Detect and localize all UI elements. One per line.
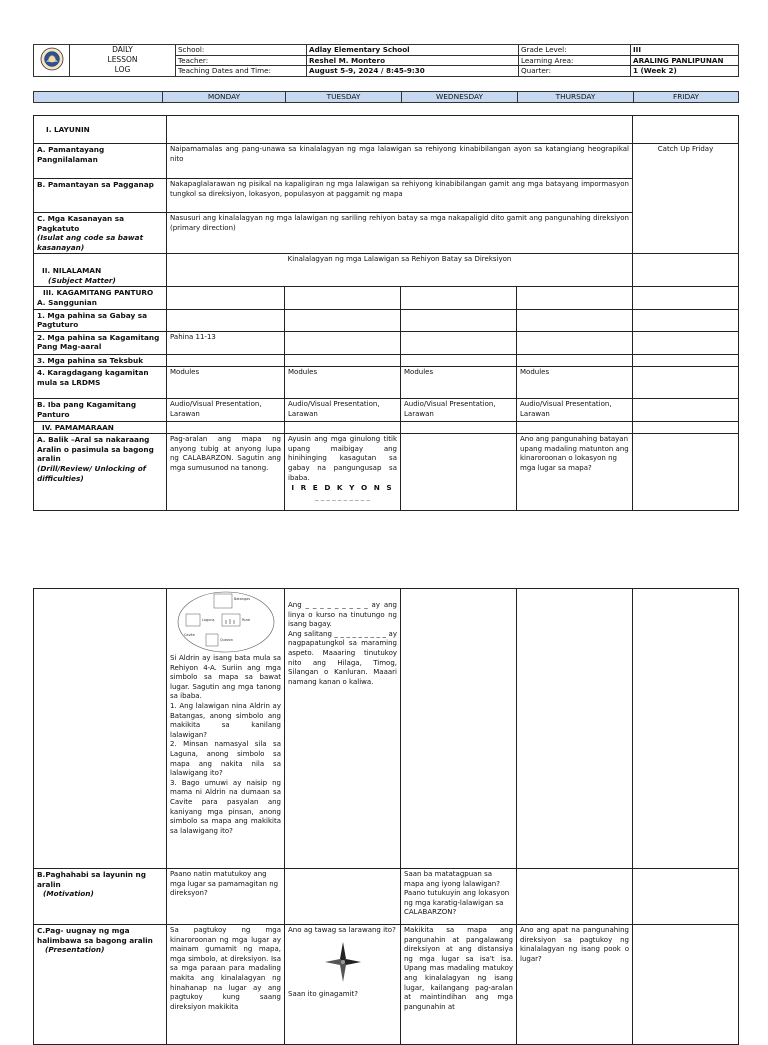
modules-thursday: Modules: [517, 367, 633, 399]
day-tuesday: TUESDAY: [286, 92, 402, 103]
av-line: Audio/Visual Presentation,: [520, 400, 612, 409]
modules-wednesday: Modules: [401, 367, 517, 399]
jumbled-word: I R E D K Y O N S: [291, 483, 394, 493]
cell-blank: [285, 331, 401, 354]
area-value-text: ARALING PANLIPUNAN: [633, 55, 724, 65]
cell-blank: [633, 354, 739, 367]
av-line: Larawan: [170, 409, 200, 418]
pahina-monday: Pahina 11-13: [167, 331, 285, 354]
gabay-pagtuturo-label: 1. Mga pahina sa Gabay sa Pagtuturo: [34, 309, 167, 331]
dll-title-line: DAILY: [112, 45, 133, 55]
header-table: [33, 44, 739, 77]
cell-blank: [285, 354, 401, 367]
iba-pang-kagamitan-label: B. Iba pang Kagamitang Panturo: [34, 399, 167, 421]
cell-blank: [633, 287, 739, 309]
dates-value: [307, 66, 519, 77]
pag-uugnay-thursday: Ano ang apat na pangunahing direksiyon sa pagtukoy ng kinalalagyan ng isang pook o lugar?: [517, 925, 633, 1045]
pamantayang-pangnilalaman-label: A. Pamantayang Pangnilalaman: [34, 144, 167, 179]
cell-blank: [285, 869, 401, 925]
pag-uugnay-tuesday: [285, 925, 401, 1045]
dll-title: [70, 45, 176, 77]
day-wednesday: WEDNESDAY: [402, 92, 518, 103]
teksbuk-label: 3. Mga pahina sa Teksbuk: [34, 354, 167, 367]
cell-blank: [401, 331, 517, 354]
av-line: Larawan: [404, 409, 434, 418]
nilalaman-label: [34, 254, 167, 287]
lrdms-label: 4. Karagdagang kagamitan mula sa LRDMS: [34, 367, 167, 399]
paghahabi-sub-text: (Motivation): [43, 889, 94, 899]
teacher-label: Teacher:: [176, 55, 307, 66]
school-value-text: Adlay Elementary School: [309, 45, 410, 55]
cell-blank: [633, 309, 739, 331]
nilalaman-sub: [42, 276, 163, 286]
nilalaman-text: Kinalalagyan ng mga Lalawigan sa Rehiyon Batay sa Direksiyon: [167, 254, 633, 287]
cell-blank: [401, 287, 517, 309]
av-line: Larawan: [520, 409, 550, 418]
pag-uugnay-wednesday: Makikita sa mapa ang pangunahin at pangalawang direksiyon at ang distansiya ng mga lugar sa isa't isa. Upang mas madaling matukoy ang kinalalagyan ng isang lugar, kailangang pag-aralan at maintindihan ang mga pangunahin at: [401, 925, 517, 1045]
cell-blank: [401, 434, 517, 511]
kagamitang-mag-aaral-label: 2. Mga pahina sa Kagamitang Pang Mag-aaral: [34, 331, 167, 354]
sanggunian-label: A. Sanggunian: [37, 297, 97, 307]
paghahabi-sub: [37, 889, 163, 899]
map-label: Laguna: [201, 618, 214, 622]
av-line: Audio/Visual Presentation,: [170, 400, 262, 409]
kasanayan-label-sub: [37, 233, 163, 252]
cell-blank: [517, 331, 633, 354]
map-label: Quezon: [219, 638, 233, 642]
catch-up-friday: Catch Up Friday: [633, 144, 739, 254]
map-label: Rizal: [241, 618, 250, 622]
area-value: [631, 55, 739, 66]
map-label: Batangas: [233, 597, 250, 601]
balik-aral-sub: [37, 464, 163, 483]
paghahabi-main: B.Paghahabi sa layunin ng aralin: [37, 870, 146, 889]
days-bar: [33, 91, 739, 103]
av-line: Larawan: [288, 409, 318, 418]
quarter-value-text: 1 (Week 2): [633, 66, 677, 76]
map-label: Cavite: [183, 633, 195, 637]
quarter-value: [631, 66, 739, 77]
cell-blank: [517, 869, 633, 925]
balik-aral-main: A. Balik –Aral sa nakaraang Aralin o pasimula sa bagong aralin: [37, 435, 154, 464]
kagamitan-main: III. KAGAMITANG PANTURO: [43, 288, 154, 298]
days-bar-blank: [34, 92, 163, 103]
quarter-label: Quarter:: [519, 66, 631, 77]
layunin-blank: [167, 116, 633, 144]
fill-blank-tuesday: [285, 589, 401, 869]
day-thursday: THURSDAY: [518, 92, 634, 103]
lesson-table-page2: [33, 588, 739, 1045]
cell-blank: [167, 309, 285, 331]
cell-blank: [633, 367, 739, 399]
area-label: Learning Area:: [519, 55, 631, 66]
compass-use-question: Saan ito ginagamit?: [288, 989, 358, 998]
cell-blank: [517, 309, 633, 331]
pag-uugnay-monday: Sa pagtukoy ng mga kinaroroonan ng mga lugar ay mainam gumamit ng mapa, mga simbolo, at direksiyon. Isa sa mga paraan para madaling makita ang kinalalagyan ng hinahanap na lugar ay ang pagtukoy kung saang direksiyon makikita: [167, 925, 285, 1045]
cell-blank: [633, 925, 739, 1045]
lesson-table: [33, 115, 739, 511]
calabarzon-map-icon: [176, 590, 276, 654]
school-value: [307, 45, 519, 56]
map-story: Si Aldrin ay isang bata mula sa Rehiyon 4-A. Suriin ang mga simbolo sa mapa sa bawat lugar. Sagutin ang mga tanong sa ibaba.: [170, 654, 281, 701]
nilalaman-main: II. NILALAMAN: [42, 266, 102, 276]
cell-blank: [517, 354, 633, 367]
fill-blank-1: Ang _ _ _ _ _ _ _ _ _ ay ang linya o kurso na tinutungo ng isang bagay.: [288, 601, 397, 629]
balik-aral-sub-text: (Drill/Review/ Unlocking of difficulties): [37, 463, 146, 483]
map-activity-monday: [167, 589, 285, 869]
nilalaman-sub-text: (Subject Matter): [48, 275, 116, 285]
av-wednesday: [401, 399, 517, 421]
balik-aral-thursday: Ano ang pangunahing batayan upang madaling matunton ang kinaroroonan o lokasyon ng mga lugar sa mapa?: [517, 434, 633, 511]
av-line: Audio/Visual Presentation,: [404, 400, 496, 409]
layunin-heading: I. LAYUNIN: [34, 116, 167, 144]
cell-blank: [401, 354, 517, 367]
cell-blank: [633, 331, 739, 354]
av-line: Audio/Visual Presentation,: [288, 400, 380, 409]
balik-aral-tuesday-text: Ayusin ang mga ginulong titik upang maibigay ang hinihinging kasagutan sa gabay na pangungusap sa ibaba.: [288, 435, 397, 482]
modules-monday: Modules: [167, 367, 285, 399]
teacher-value-text: Reshel M. Montero: [309, 55, 386, 65]
cell-blank: [401, 421, 517, 434]
av-monday: [167, 399, 285, 421]
paghahabi-monday: Paano natin matutukoy ang mga lugar sa pamamagitan ng direksyon?: [167, 869, 285, 925]
kagamitan-label: [34, 287, 167, 309]
cell-blank: [633, 869, 739, 925]
map-question-3: 3. Bago umuwi ay naisip ng mama ni Aldrin na dumaan sa Cavite para pasyalan ang kaniyang mga pinsan, anong simbolo sa mapa ang makikita sa lalawigang ito?: [170, 778, 281, 835]
dll-title-line: LOG: [114, 65, 131, 75]
cell-blank: [633, 434, 739, 511]
cell-blank: [517, 421, 633, 434]
cell-blank: [633, 421, 739, 434]
cell-blank: [401, 309, 517, 331]
school-label: School:: [176, 45, 307, 56]
pag-uugnay-main: C.Pag- uugnay ng mga halimbawa sa bagong aralin: [37, 926, 153, 945]
kasanayan-sub-text: (Isulat ang code sa bawat kasanayan): [37, 233, 144, 252]
map-question-1: 1. Ang lalawigan nina Aldrin ay Batangas, anong simbolo ang makikita sa kanilang lalawigan?: [170, 701, 281, 739]
cell-blank: [285, 287, 401, 309]
kasanayan-label: [34, 213, 167, 254]
pamantayang-pangnilalaman-text: Naipamamalas ang pang-unawa sa kinalalagyan ng mga lalawigan sa rehiyong kinabibilangan ayon sa katangiang heograpikal nito: [167, 144, 633, 179]
pag-uugnay-sub: [37, 945, 163, 955]
dll-title-line: LESSON: [107, 55, 138, 65]
cell-blank: [517, 589, 633, 869]
cell-blank: [517, 287, 633, 309]
balik-aral-monday: Pag-aralan ang mapa ng anyong tubig at anyong lupa ng CALABARZON. Sagutin ang mga sumusunod na tanong.: [167, 434, 285, 511]
grade-value-text: III: [633, 45, 642, 55]
cell-blank: [167, 354, 285, 367]
av-tuesday: [285, 399, 401, 421]
paghahabi-label: [34, 869, 167, 925]
deped-seal-icon: [40, 47, 64, 71]
balik-aral-tuesday: [285, 434, 401, 511]
cell-blank: [167, 421, 285, 434]
pag-uugnay-sub-text: (Presentation): [45, 945, 105, 955]
deped-logo-cell: [34, 45, 70, 77]
day-friday: FRIDAY: [634, 92, 739, 103]
layunin-friday-blank: [633, 116, 739, 144]
pag-uugnay-label: [34, 925, 167, 1045]
fill-blank-2: Ang salitang _ _ _ _ _ _ _ _ _ ay nagpapatungkol sa maraming aspeto. Maaaring tinutukoy nito ang Hilaga, Timog, Silangan o Kanluran. Maaari namang kanan o kaliwa.: [288, 629, 397, 686]
answer-blank: _ _ _ _ _ _ _ _ _ _: [314, 492, 371, 501]
dates-value-text: August 5-9, 2024 / 8:45-9:30: [309, 66, 425, 76]
balik-aral-label: [34, 434, 167, 511]
kasanayan-text: Nasusuri ang kinalalagyan ng mga lalawigan ng sariling rehiyon batay sa mga nakapaligid dito gamit ang pangunahing direksiyon (primary direction): [167, 213, 633, 254]
nilalaman-friday-blank: [633, 254, 739, 287]
grade-value: [631, 45, 739, 56]
map-question-2: 2. Minsan namasyal sila sa Laguna, anong simbolo sa mapa ang nakita nila sa lalawigang ito?: [170, 740, 281, 778]
cell-blank: [633, 589, 739, 869]
pamantayan-pagganap-text: Nakapaglalarawan ng pisikal na kapaligiran ng mga lalawigan sa rehiyong kinabibilangan gamit ang mga batayang impormasyon tungkol sa direksiyon, lokasyon, populasyon at paggamit ng mapa: [167, 179, 633, 213]
dates-label: Teaching Dates and Time:: [176, 66, 307, 77]
cell-blank: [285, 309, 401, 331]
cell-blank: [401, 589, 517, 869]
cell-blank: [285, 421, 401, 434]
compass-rose-icon: [323, 940, 363, 984]
pamantayan-pagganap-label: B. Pamantayan sa Pagganap: [34, 179, 167, 213]
modules-tuesday: Modules: [285, 367, 401, 399]
cell-blank: [633, 399, 739, 421]
cell-blank: [167, 287, 285, 309]
compass-question: Ano ag tawag sa larawang ito?: [288, 926, 396, 934]
grade-label: Grade Level:: [519, 45, 631, 56]
pamamaraan-label: IV. PAMAMARAAN: [34, 421, 167, 434]
teacher-value: [307, 55, 519, 66]
kasanayan-label-main: C. Mga Kasanayan sa Pagkatuto: [37, 214, 125, 233]
paghahabi-wednesday: Saan ba matatagpuan sa mapa ang iyong lalawigan? Paano tutukuyin ang lokasyon ng mga karatig-lalawigan sa CALABARZON?: [401, 869, 517, 925]
av-thursday: [517, 399, 633, 421]
day-monday: MONDAY: [163, 92, 286, 103]
cell-blank: [34, 589, 167, 869]
